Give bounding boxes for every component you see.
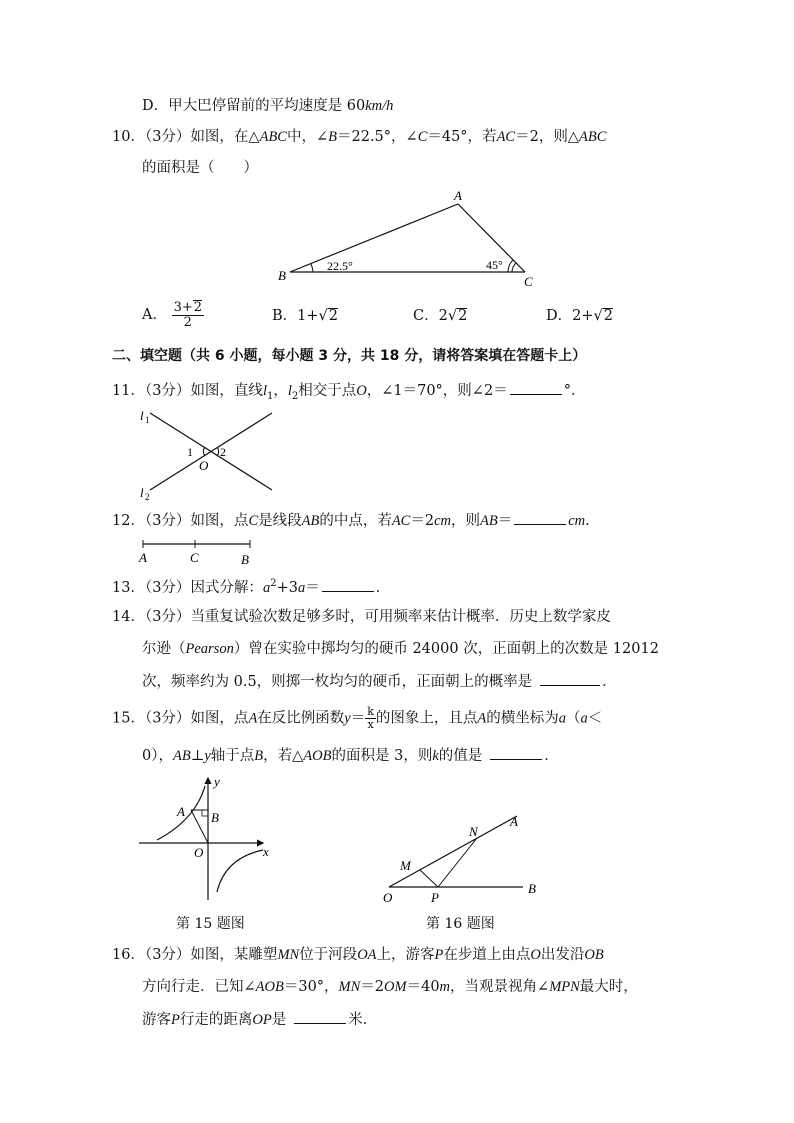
q13-score: （3分） [144, 580, 191, 596]
q10-option-a-label: A． [142, 307, 167, 323]
q11-label-l2: l [140, 485, 144, 500]
q15-score: （3分） [144, 710, 191, 727]
q16-label-n: N [469, 824, 478, 839]
q15-graph-figure [135, 770, 280, 905]
q14-text: 次，频率约为 0.5，则掷一枚均匀的硬币，正面朝上的概率是 [142, 674, 533, 690]
q10-option-c-text: 2 [438, 308, 448, 324]
q11-number: 11． [112, 383, 145, 399]
q11-angle-1-arc [203, 447, 205, 456]
q15-text: ． [544, 748, 559, 764]
q16-text: 是 [271, 1012, 287, 1028]
q15-answer-blank[interactable] [490, 745, 542, 760]
q11-text: °． [563, 383, 586, 399]
q10-side-ba [290, 204, 458, 272]
q16-score: （3分） [144, 947, 191, 963]
q15-line1 [112, 706, 602, 736]
q10-option-d-radical: 2 [603, 308, 613, 324]
q15-frac-num: k [367, 705, 374, 718]
q16-text: 在步道上由点 [443, 947, 531, 963]
q15-text: ，若△ [263, 748, 304, 764]
q16-var: MN [338, 979, 361, 995]
q9-option-d-text: D．甲大巴停留前的平均速度是 60 [142, 98, 366, 114]
q15-label-y: y [214, 774, 220, 789]
q10-angle-b-arc [311, 264, 313, 272]
q15-var: y [344, 710, 351, 727]
q10-text: 如图，在△ [190, 129, 260, 145]
q16-label-b: B [528, 881, 536, 896]
q11-angle-2-arc [217, 447, 219, 456]
q16-text: ＝40 [406, 979, 440, 995]
q10-var: ABC [578, 129, 607, 145]
q10-label-angle-b: 22.5° [327, 259, 353, 273]
q16-ray-oa [389, 816, 517, 887]
q10-number: 10． [112, 129, 145, 145]
q15-var: k [432, 748, 439, 764]
q16-geometry-figure [375, 808, 550, 903]
q11-text: 相交于点 [298, 383, 357, 399]
q15-var: a [558, 710, 567, 727]
q12-text: ＝2 [410, 513, 435, 529]
q16-text: 游客 [142, 1012, 171, 1028]
q10-text: ＝2，则△ [515, 129, 579, 145]
q15-label-b: B [211, 810, 219, 825]
q15-var: A [248, 710, 258, 727]
q11-var: O [356, 383, 367, 399]
q15-var: B [254, 748, 264, 764]
q16-answer-blank[interactable] [294, 1009, 346, 1024]
q11-label-l2-sub: 2 [145, 492, 150, 502]
q10-option-c: C．2√2 [413, 308, 468, 324]
q12-unit: cm [568, 513, 586, 529]
q15-line2 [142, 745, 559, 766]
q16-var: MPN [549, 979, 580, 995]
q10-option-a [142, 300, 204, 336]
q15-var: AOB [303, 748, 332, 764]
q14-text: 尔逊（ [142, 641, 186, 657]
q12-text: ，则 [451, 513, 481, 529]
q15-var: a [580, 710, 588, 727]
q15-text: 轴于点 [210, 748, 255, 764]
q14-text: ． [602, 674, 617, 690]
q10-text: 中，∠ [286, 129, 329, 145]
q16-var: OP [252, 1012, 272, 1028]
q12-number: 12． [112, 513, 145, 529]
q15-label-x: x [263, 844, 269, 859]
q11-sub: 2 [291, 390, 299, 402]
q16-caption: 第 16 题图 [426, 916, 495, 932]
q16-text: ＝2 [360, 979, 385, 995]
q16-label-m: M [400, 858, 411, 873]
q15-text: 0）， [142, 748, 173, 764]
q13-text: ＝ [305, 580, 320, 596]
q10-option-d-label: D． [546, 308, 573, 324]
q12-text: 如图，点 [190, 513, 249, 529]
q15-caption: 第 15 题图 [176, 916, 245, 932]
q15-text: ⊥ [190, 748, 205, 764]
q11-var: l [287, 383, 292, 399]
q11-line1 [112, 380, 585, 401]
q15-text: 的图象上，且点 [375, 710, 478, 727]
q15-text: 的值是 [438, 748, 483, 764]
q15-label-o: O [194, 845, 204, 860]
q16-text: 米． [348, 1012, 378, 1028]
q16-text: 位于河段 [299, 947, 358, 963]
q13-answer-blank[interactable] [322, 577, 374, 592]
q14-answer-blank[interactable] [540, 671, 600, 686]
q10-angle-c-arc2 [512, 263, 516, 272]
q16-text: 出发沿 [540, 947, 585, 963]
q14-score: （3分） [144, 609, 191, 625]
q16-label-a: A [510, 814, 518, 829]
q12-var: AB [301, 513, 320, 529]
q16-text: ＝30°， [283, 979, 339, 995]
q10-option-d-text: 2+ [572, 308, 594, 324]
q16-label-o: O [383, 890, 393, 903]
q15-text: ＝ [350, 710, 366, 727]
q13-number: 13． [112, 580, 145, 596]
q13-exp: 2 [270, 578, 277, 590]
q15-text: 的横坐标为 [486, 710, 559, 727]
q13-text: ． [375, 580, 391, 596]
q10-triangle-figure [270, 185, 550, 290]
q11-var: l [262, 383, 267, 399]
q16-var: MN [277, 947, 300, 963]
q11-label-2: 2 [220, 445, 226, 459]
q13-line1 [112, 577, 390, 598]
q14-line1 [112, 607, 611, 627]
q11-label-o: O [199, 458, 209, 473]
q12-unit: cm [434, 513, 452, 529]
q14-line3 [142, 671, 617, 692]
q16-text: 方向行走．已知∠ [142, 979, 256, 995]
q11-label-1: 1 [187, 445, 193, 459]
q10-option-b: B．1+√2 [272, 308, 339, 324]
q10-score: （3分） [144, 129, 191, 145]
q11-answer-blank[interactable] [510, 380, 562, 395]
q16-segment-mp [420, 870, 438, 887]
q12-label-b: B [241, 552, 249, 567]
q12-text: 的中点，若 [319, 513, 392, 529]
q16-label-p: P [431, 890, 439, 903]
q11-label-l1: l [140, 408, 144, 423]
q16-var: P [434, 947, 444, 963]
q15-var: y [204, 748, 211, 764]
q10-option-d: D．2+√2 [546, 308, 613, 324]
q10-option-a-den: 2 [183, 315, 192, 330]
q10-label-c: C [524, 274, 533, 289]
q10-option-a-fraction [172, 300, 204, 330]
q13-text: 因式分解： [190, 580, 263, 596]
q16-number: 16． [112, 947, 145, 963]
q10-var: ABC [259, 129, 287, 145]
q16-var: P [171, 1012, 180, 1028]
q15-text: 的面积是 3，则 [331, 748, 433, 764]
q16-var: OA [357, 947, 377, 963]
q10-line2: 的面积是（ ） [142, 160, 258, 176]
q12-answer-blank[interactable] [514, 510, 566, 525]
q16-text: 如图，某雕塑 [190, 947, 278, 963]
q13-text: +3 [276, 580, 298, 596]
q10-option-b-text: 1+ [297, 308, 319, 324]
q10-option-b-radical: 2 [328, 308, 339, 324]
q10-label-angle-c: 45° [486, 258, 503, 272]
q11-label-l1-sub: 1 [145, 415, 150, 425]
q12-var: C [248, 513, 259, 529]
q12-label-a: A [139, 550, 147, 565]
q10-option-c-radical: 2 [458, 308, 468, 324]
q10-text: ＝22.5°，∠ [337, 129, 418, 145]
q10-var: B [328, 129, 337, 145]
q14-number: 14． [112, 609, 145, 625]
q10-var: AC [496, 129, 516, 145]
q14-text: 当重复试验次数足够多时，可用频率来估计概率．历史上数学家皮 [190, 609, 611, 625]
q15-text: （ [566, 710, 581, 727]
q16-segment-np [438, 838, 477, 887]
q16-text: ，当观景视角∠ [450, 979, 550, 995]
q16-text: 上，游客 [376, 947, 435, 963]
q12-text: ． [585, 513, 600, 529]
q11-text: ， [273, 383, 288, 399]
q10-label-b: B [278, 268, 286, 283]
q9-option-d [142, 96, 393, 116]
q11-lines-figure [130, 405, 290, 505]
q16-var: O [530, 947, 541, 963]
q10-label-a: A [454, 188, 462, 203]
q15-segment-ao [191, 810, 208, 843]
q9-option-d-unit: km/h [365, 98, 394, 114]
q10-text: ＝45°，若 [427, 129, 497, 145]
q16-var: AOB [255, 979, 284, 995]
q15-label-a: A [177, 804, 185, 819]
q15-text: ＜ [587, 710, 603, 727]
q12-label-c: C [190, 550, 199, 565]
q16-unit: m [439, 979, 451, 995]
q10-option-a-num: 3+ [173, 300, 193, 315]
q15-var: A [477, 710, 487, 727]
q15-text: 在反比例函数 [257, 710, 345, 727]
q10-option-a-radical: 2 [193, 300, 203, 315]
section-2-title: 二、填空题（共 6 小题，每小题 3 分，共 18 分，请将答案填在答题卡上） [112, 348, 587, 364]
q16-line3 [142, 1009, 377, 1030]
q15-text: 如图，点 [190, 710, 249, 727]
q15-curve-right [217, 850, 263, 892]
q12-text: 是线段 [258, 513, 302, 529]
q14-name: Pearson [185, 641, 234, 657]
q13-var: a [262, 580, 271, 596]
q16-line1 [112, 945, 604, 965]
q12-line1 [112, 510, 600, 531]
q14-text: ）曾在实验中掷均匀的硬币 24000 次，正面朝上的次数是 12012 [233, 641, 659, 657]
q12-var: AB [480, 513, 498, 529]
q15-fraction [365, 706, 376, 731]
q16-text: 最大时， [579, 979, 638, 995]
q15-var: AB [172, 748, 191, 764]
q13-var: a [297, 580, 306, 596]
q15-frac-den: x [367, 718, 374, 731]
q15-right-angle-mark [202, 810, 208, 816]
q10-option-b-label: B． [272, 308, 298, 324]
q12-text: ＝ [497, 513, 513, 529]
q16-line2 [142, 977, 638, 997]
q10-var: C [417, 129, 428, 145]
q11-text: ，∠1＝70°，则∠2＝ [366, 383, 508, 399]
q11-score: （3分） [144, 383, 191, 399]
q12-score: （3分） [144, 513, 191, 529]
q14-line2 [142, 639, 659, 659]
q10-line1 [112, 127, 606, 147]
q12-var: AC [391, 513, 411, 529]
q11-sub: 1 [266, 390, 274, 402]
q16-text: 行走的距离 [179, 1012, 253, 1028]
q15-number: 15． [112, 710, 145, 727]
q16-var: OB [584, 947, 604, 963]
q12-segment-figure [135, 538, 265, 568]
q11-text: 如图，直线 [190, 383, 263, 399]
q10-option-c-label: C． [413, 308, 439, 324]
q16-var: OM [384, 979, 407, 995]
